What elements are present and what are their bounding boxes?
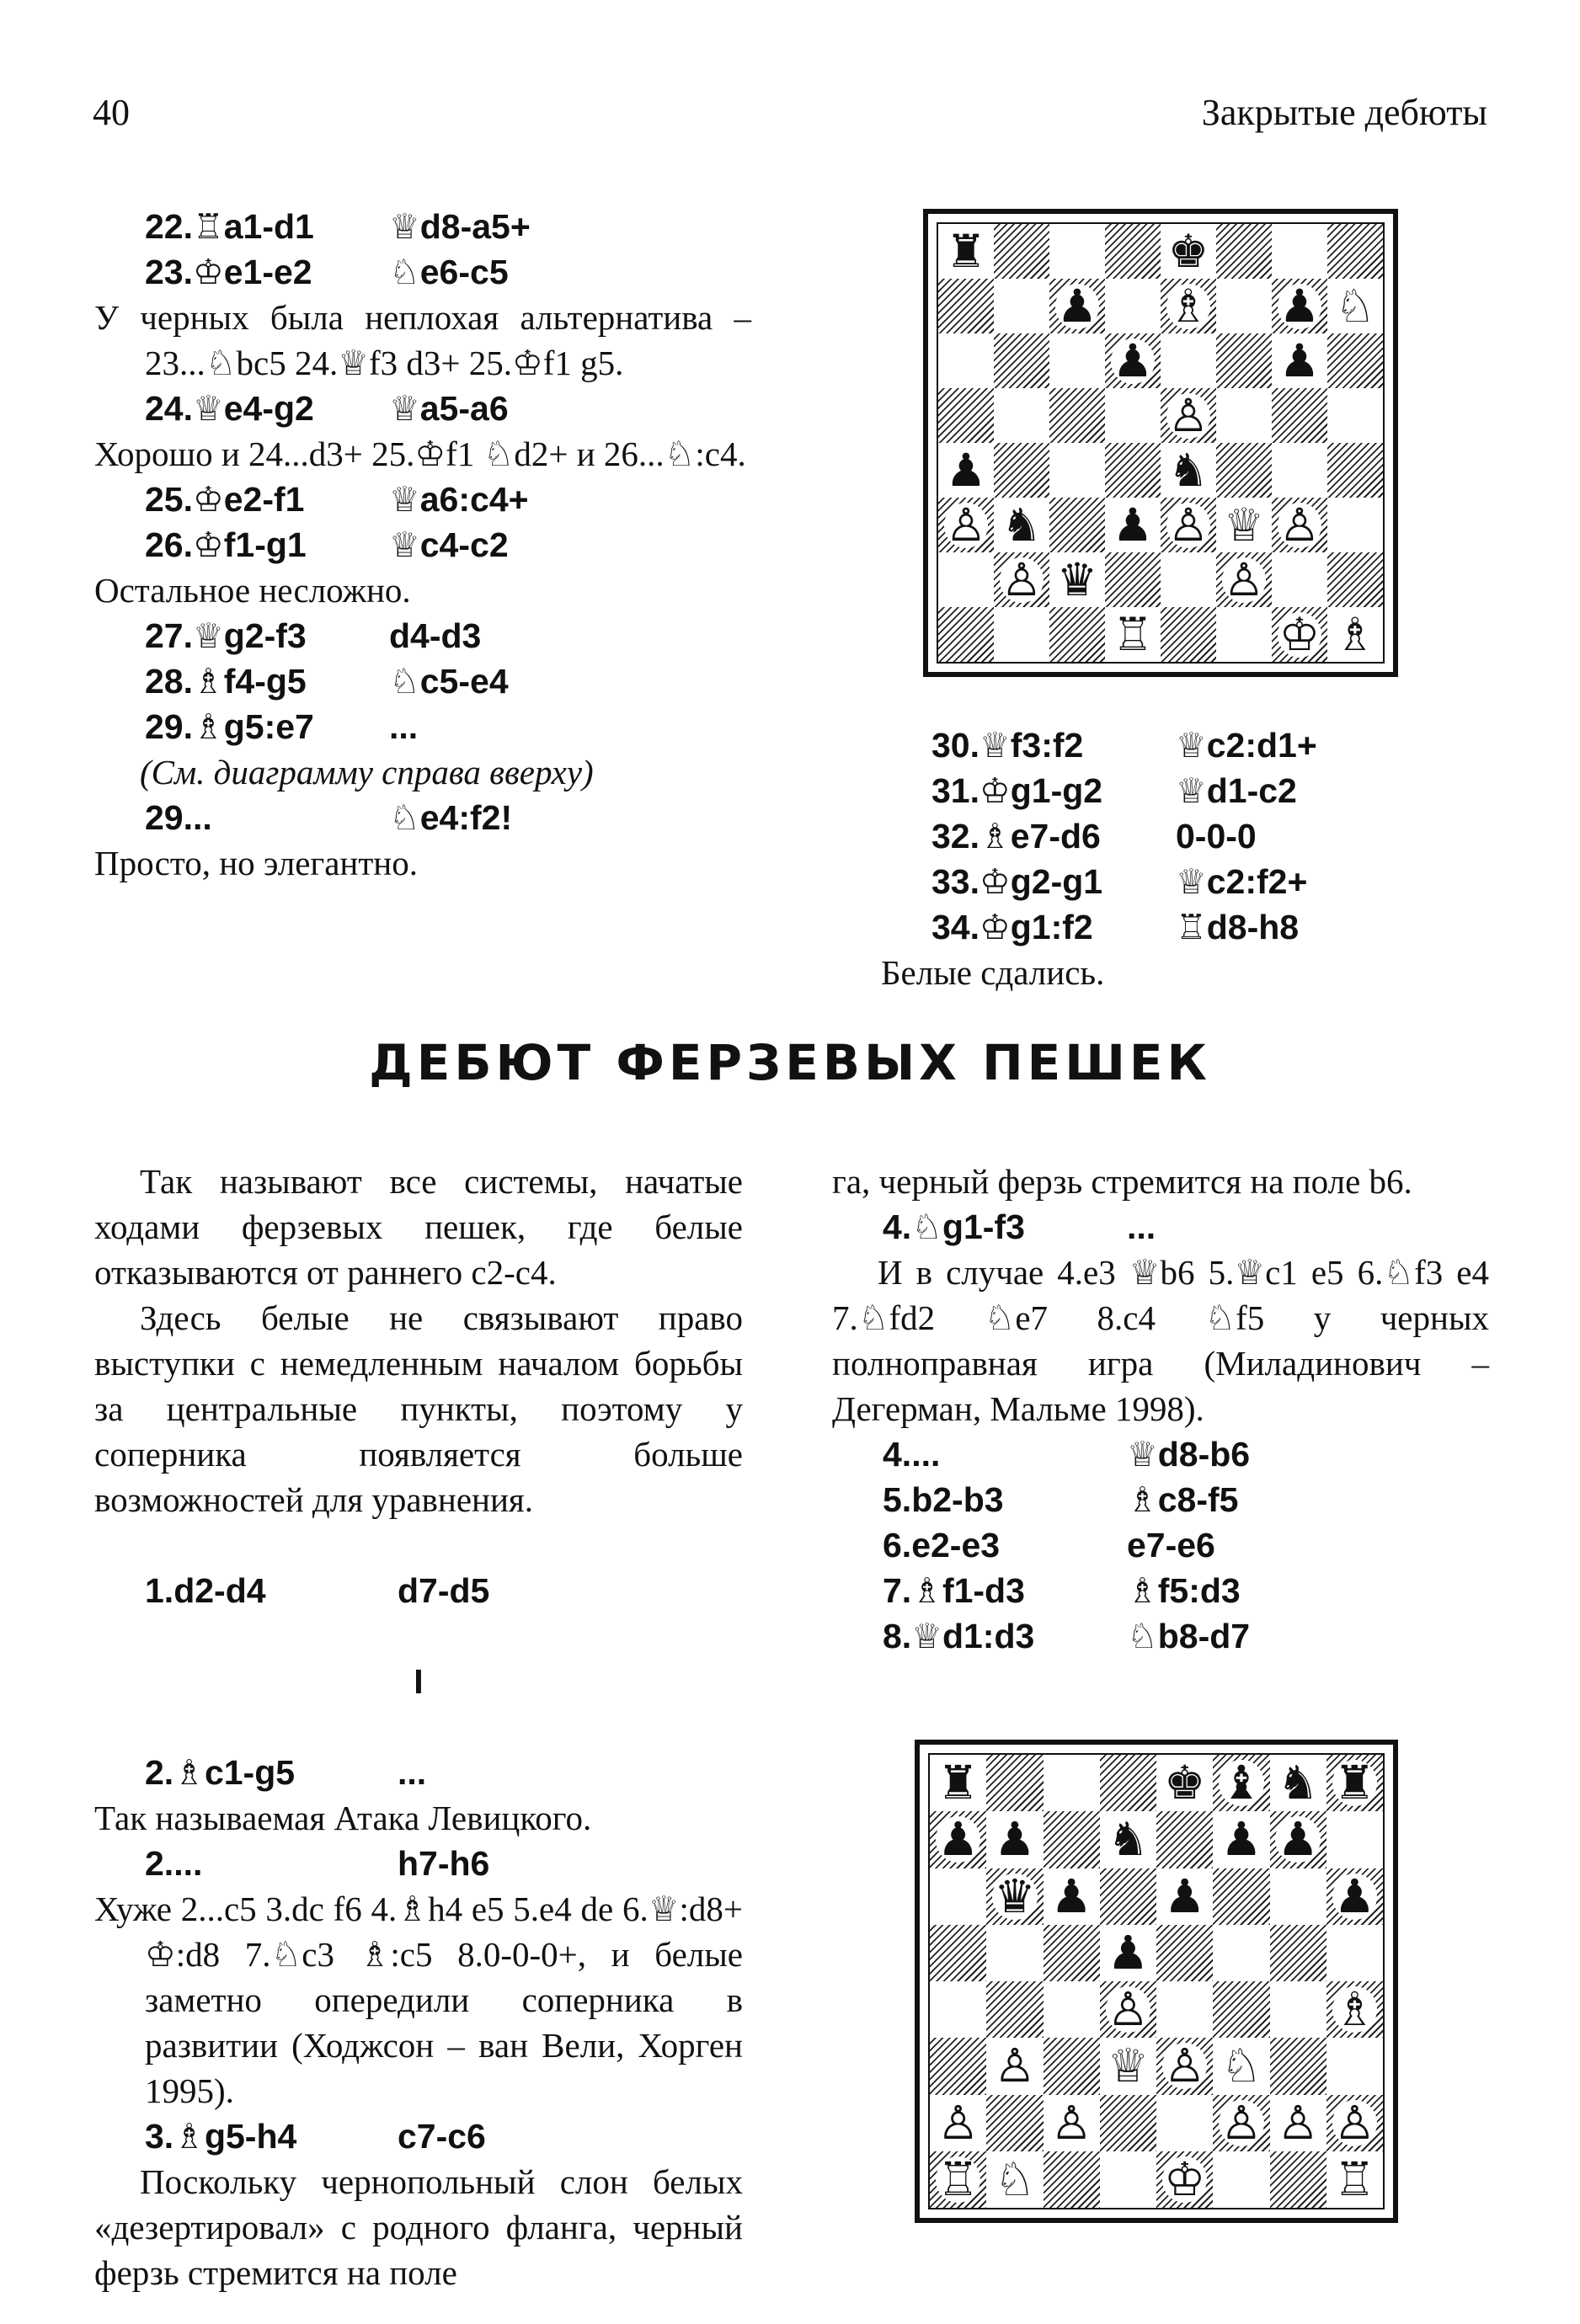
black-pawn-icon: ♟: [1050, 1868, 1092, 1923]
square: [1044, 2151, 1100, 2208]
square: [1100, 1755, 1156, 1811]
square: [1105, 552, 1161, 607]
square: [1156, 2151, 1213, 2208]
square: [1105, 388, 1161, 443]
black-move: ♕c2:f2+: [1176, 862, 1308, 901]
white-move: 22.♖a1-d1: [145, 207, 314, 246]
square: [986, 2151, 1043, 2208]
black-pawn-icon: ♟: [1278, 333, 1321, 387]
white-queen-icon: ♕: [1223, 498, 1265, 552]
black-king-icon: ♚: [1167, 224, 1209, 278]
move-line: [94, 386, 751, 431]
black-move: ♕d8-a5+: [389, 207, 531, 246]
square: [1272, 552, 1327, 607]
move-line: [881, 813, 1403, 859]
square: [1213, 1981, 1269, 2038]
page-number: 40: [93, 92, 130, 133]
white-bishop-icon: ♗: [1334, 607, 1376, 661]
square: [1049, 224, 1105, 279]
black-move: d7-d5: [398, 1571, 490, 1610]
black-move: h7-h6: [398, 1844, 490, 1883]
paragraph-continued: га, черный ферзь стремится на поле b6.: [832, 1162, 1412, 1201]
square: [1100, 2038, 1156, 2094]
spacer: [94, 1704, 743, 1750]
square: [1049, 498, 1105, 552]
square: [1270, 1868, 1326, 1925]
square: [994, 443, 1049, 498]
square: [1272, 498, 1327, 552]
white-pawn-icon: ♙: [994, 2039, 1036, 2093]
paragraph: И в случае 4.e3 ♕b6 5.♕c1 e5 6.♘f3 e4 7.♘fd2 ♘e7 8.c4 ♘f5 у черных полноправная игра (Миладинович – Дегерман, Мальме 1998).: [832, 1253, 1489, 1428]
square: [1216, 388, 1272, 443]
white-queen-icon: ♕: [1107, 2039, 1150, 2093]
square: [1272, 388, 1327, 443]
white-pawn-icon: ♙: [1167, 388, 1209, 442]
black-move: ♗c8-f5: [1127, 1480, 1239, 1519]
white-bishop-icon: ♗: [1167, 279, 1209, 333]
square: [986, 2038, 1043, 2094]
annotation: Просто, но элегантно.: [94, 844, 418, 882]
square: [1049, 607, 1105, 662]
black-move: ...: [1127, 1207, 1156, 1246]
square: [930, 1981, 986, 2038]
white-rook-icon: ♖: [1112, 607, 1154, 661]
black-knight-icon: ♞: [1277, 1756, 1319, 1810]
square: [930, 1755, 986, 1811]
paragraph: Здесь белые не связывают право выступки с немедленным началом борьбы за центральные пункты, поэтому у соперника появляется больше возможностей для уравнения.: [94, 1298, 743, 1519]
square: [1213, 2038, 1269, 2094]
square: [1326, 1981, 1383, 2038]
square: [1105, 333, 1161, 388]
variation-mark: I: [414, 1662, 424, 1701]
square: [994, 333, 1049, 388]
black-pawn-icon: ♟: [937, 1812, 979, 1867]
square: [1049, 552, 1105, 607]
white-king-icon: ♔: [1278, 607, 1321, 661]
white-knight-icon: ♘: [994, 2151, 1036, 2206]
page-header: [93, 91, 1487, 141]
black-knight-icon: ♞: [1167, 443, 1209, 497]
black-move: ♘e4:f2!: [389, 798, 513, 837]
square: [1272, 279, 1327, 333]
square: [986, 2095, 1043, 2151]
square: [1044, 1981, 1100, 2038]
square: [1213, 2095, 1269, 2151]
square: [1161, 388, 1216, 443]
spacer: [94, 1522, 743, 1568]
square: [1049, 443, 1105, 498]
square: [994, 279, 1049, 333]
square: [1161, 552, 1216, 607]
square: [1270, 1755, 1326, 1811]
square: [1327, 224, 1383, 279]
white-move: 4....: [883, 1435, 941, 1474]
square: [1270, 2095, 1326, 2151]
white-pawn-icon: ♙: [1277, 2095, 1319, 2150]
square: [930, 2151, 986, 2208]
move-line: [881, 859, 1403, 904]
white-pawn-icon: ♙: [945, 498, 987, 552]
black-queen-icon: ♛: [994, 1868, 1036, 1923]
white-move: 6.e2-e3: [883, 1526, 1001, 1564]
square: [1270, 1981, 1326, 2038]
annotation: Хуже 2...c5 3.dc f6 4.♗h4 e5 5.e4 de 6.♕:d8+ ♔:d8 7.♘c3 ♗:c5 8.0-0-0+, и белые заметно опередили соперника в развитии (Ходжсон – ван Вели, Хорген 1995).: [94, 1890, 743, 2110]
bottom-right-column: [832, 1159, 1489, 1659]
square: [1049, 333, 1105, 388]
square: [1156, 1981, 1213, 2038]
white-move: 7.♗f1-d3: [883, 1571, 1025, 1610]
square: [1327, 279, 1383, 333]
square: [1216, 333, 1272, 388]
black-king-icon: ♚: [1163, 1756, 1206, 1810]
white-pawn-icon: ♙: [1050, 2095, 1092, 2150]
square: [1326, 1925, 1383, 1981]
white-move: 24.♕e4-g2: [145, 389, 314, 428]
square: [1044, 2038, 1100, 2094]
white-move: 28.♗f4-g5: [145, 662, 307, 701]
paragraph: Так называют все системы, начатые ходами ферзевых пешек, где белые отказываются от раннего c2-c4.: [94, 1162, 743, 1292]
white-pawn-icon: ♙: [1223, 552, 1265, 606]
square: [1272, 443, 1327, 498]
square: [1049, 388, 1105, 443]
black-bishop-icon: ♝: [1220, 1756, 1262, 1810]
white-move: 27.♕g2-f3: [145, 616, 307, 655]
white-knight-icon: ♘: [1334, 279, 1376, 333]
square: [1105, 279, 1161, 333]
white-move: 30.♕f3:f2: [931, 726, 1084, 765]
square: [1156, 2095, 1213, 2151]
square: [1213, 1868, 1269, 1925]
square: [1216, 607, 1272, 662]
square: [1156, 1868, 1213, 1925]
black-pawn-icon: ♟: [994, 1812, 1036, 1867]
white-pawn-icon: ♙: [1001, 552, 1043, 606]
square: [930, 1925, 986, 1981]
square: [994, 552, 1049, 607]
square: [986, 1755, 1043, 1811]
square: [1044, 1811, 1100, 1868]
move-line: [94, 795, 751, 840]
black-rook-icon: ♜: [1333, 1756, 1376, 1810]
diagram-reference: (См. диаграмму справа вверху): [140, 753, 594, 792]
move-line: [94, 658, 751, 704]
square: [994, 607, 1049, 662]
black-move: ♕d8-b6: [1127, 1435, 1251, 1474]
square: [1326, 1755, 1383, 1811]
black-move: ♗f5:d3: [1127, 1571, 1241, 1610]
black-pawn-icon: ♟: [1112, 333, 1154, 387]
move-line: [832, 1431, 1489, 1477]
square: [1161, 224, 1216, 279]
black-move: ...: [398, 1753, 427, 1792]
annotation: У черных была неплохая альтернатива – 23...♘bc5 24.♕f3 d3+ 25.♔f1 g5.: [94, 298, 751, 382]
move-line: [94, 704, 751, 749]
square: [986, 1811, 1043, 1868]
move-line: [881, 768, 1403, 813]
black-pawn-icon: ♟: [1112, 498, 1154, 552]
square: [1326, 2038, 1383, 2094]
white-pawn-icon: ♙: [1278, 498, 1321, 552]
move-line: [94, 2113, 743, 2159]
square: [1044, 1755, 1100, 1811]
annotation: Остальное несложно.: [94, 571, 411, 610]
move-line: [94, 204, 751, 249]
move-line: [94, 1750, 743, 1795]
black-pawn-icon: ♟: [1277, 1812, 1319, 1867]
white-king-icon: ♔: [1163, 2151, 1206, 2206]
square: [1270, 2151, 1326, 2208]
square: [1161, 607, 1216, 662]
move-line: [94, 613, 751, 658]
white-move: 25.♔e2-f1: [145, 480, 305, 519]
square: [1156, 2038, 1213, 2094]
square: [1105, 607, 1161, 662]
white-pawn-icon: ♙: [1333, 2095, 1376, 2150]
square: [1327, 607, 1383, 662]
square: [1100, 1811, 1156, 1868]
square: [1216, 552, 1272, 607]
move-line: [94, 477, 751, 522]
square: [1327, 388, 1383, 443]
move-line: [94, 1568, 743, 1613]
square: [1044, 2095, 1100, 2151]
square: [1216, 498, 1272, 552]
square: [930, 2038, 986, 2094]
black-move: ♕c4-c2: [389, 525, 509, 564]
square: [986, 1925, 1043, 1981]
square: [1327, 333, 1383, 388]
square: [1100, 1925, 1156, 1981]
top-left-column: [94, 204, 751, 886]
square: [986, 1868, 1043, 1925]
black-move: ♕a5-a6: [389, 389, 509, 428]
square: [1156, 1755, 1213, 1811]
square: [1326, 2151, 1383, 2208]
white-pawn-icon: ♙: [937, 2095, 979, 2150]
square: [938, 279, 994, 333]
square: [1270, 1925, 1326, 1981]
square: [938, 224, 994, 279]
white-move: 4.♘g1-f3: [883, 1207, 1025, 1246]
black-rook-icon: ♜: [937, 1756, 979, 1810]
square: [1326, 1868, 1383, 1925]
square: [1327, 443, 1383, 498]
square: [994, 388, 1049, 443]
square: [938, 607, 994, 662]
square: [1161, 333, 1216, 388]
square: [1327, 498, 1383, 552]
square: [1216, 279, 1272, 333]
square: [1100, 2151, 1156, 2208]
black-pawn-icon: ♟: [1163, 1868, 1206, 1923]
move-line: [832, 1613, 1489, 1659]
move-line: [881, 722, 1403, 768]
white-bishop-icon: ♗: [1333, 1982, 1376, 2037]
white-move: 23.♔e1-e2: [145, 253, 312, 291]
black-knight-icon: ♞: [1001, 498, 1043, 552]
square: [938, 552, 994, 607]
white-move: 29...: [145, 798, 212, 837]
annotation: Хорошо и 24...d3+ 25.♔f1 ♘d2+ и 26...♘:c4.: [94, 434, 746, 473]
square: [1105, 443, 1161, 498]
annotation: Так называемая Атака Левицкого.: [94, 1799, 592, 1837]
move-line: [832, 1477, 1489, 1522]
white-pawn-icon: ♙: [1163, 2039, 1206, 2093]
annotation: Белые сдались.: [881, 953, 1105, 992]
square: [1105, 224, 1161, 279]
white-pawn-icon: ♙: [1167, 498, 1209, 552]
square: [1100, 1981, 1156, 2038]
white-move: 1.d2-d4: [145, 1571, 266, 1610]
move-line: [94, 249, 751, 295]
black-pawn-icon: ♟: [1056, 279, 1098, 333]
square: [1100, 2095, 1156, 2151]
black-knight-icon: ♞: [1107, 1812, 1150, 1867]
black-move: ♘b8-d7: [1127, 1617, 1251, 1655]
white-move: 31.♔g1-g2: [931, 771, 1103, 810]
square: [1213, 2151, 1269, 2208]
square: [1216, 443, 1272, 498]
square: [1100, 1868, 1156, 1925]
square: [1044, 1868, 1100, 1925]
square: [1216, 224, 1272, 279]
square: [938, 388, 994, 443]
black-move: ♕c2:d1+: [1176, 726, 1317, 765]
white-move: 8.♕d1:d3: [883, 1617, 1035, 1655]
square: [938, 498, 994, 552]
square: [986, 1981, 1043, 2038]
white-move: 2....: [145, 1844, 203, 1883]
black-move: ♕d1-c2: [1176, 771, 1297, 810]
black-pawn-icon: ♟: [1107, 1925, 1150, 1980]
square: [938, 333, 994, 388]
white-move: 33.♔g2-g1: [931, 862, 1103, 901]
white-move: 29.♗g5:e7: [145, 707, 314, 746]
black-move: ...: [389, 707, 419, 746]
section-title: ДЕБЮТ ФЕРЗЕВЫХ ПЕШЕК: [369, 1034, 1211, 1091]
square: [1272, 224, 1327, 279]
move-line: [881, 904, 1403, 950]
white-pawn-icon: ♙: [1107, 1982, 1150, 2037]
move-line: [94, 522, 751, 568]
black-move: ♕a6:c4+: [389, 480, 529, 519]
square: [1213, 1755, 1269, 1811]
white-move: 32.♗e7-d6: [931, 817, 1101, 856]
white-move: 5.b2-b3: [883, 1480, 1004, 1519]
square: [1161, 443, 1216, 498]
black-move: d4-d3: [389, 616, 482, 655]
square: [930, 2095, 986, 2151]
black-pawn-icon: ♟: [1220, 1812, 1262, 1867]
white-move: 34.♔g1:f2: [931, 908, 1093, 946]
black-move: ♘e6-c5: [389, 253, 509, 291]
black-move: ♖d8-h8: [1176, 908, 1300, 946]
square: [1326, 1811, 1383, 1868]
black-move: 0-0-0: [1176, 817, 1257, 856]
top-right-column: [881, 722, 1403, 995]
black-move: c7-c6: [398, 2117, 486, 2156]
square: [1161, 498, 1216, 552]
square: [994, 224, 1049, 279]
square: [1105, 498, 1161, 552]
square: [1270, 1811, 1326, 1868]
white-pawn-icon: ♙: [1220, 2095, 1262, 2150]
diagram-top: [923, 209, 1398, 677]
black-pawn-icon: ♟: [1278, 279, 1321, 333]
black-move: ♘c5-e4: [389, 662, 509, 701]
square: [1326, 2095, 1383, 2151]
white-rook-icon: ♖: [937, 2151, 979, 2206]
black-move: e7-e6: [1127, 1526, 1215, 1564]
running-title: Закрытые дебюты: [1201, 92, 1487, 133]
move-line: [832, 1568, 1489, 1613]
square: [1161, 279, 1216, 333]
move-line: [94, 1841, 743, 1886]
square: [1270, 2038, 1326, 2094]
square: [1213, 1925, 1269, 1981]
move-line: [832, 1522, 1489, 1568]
square: [930, 1811, 986, 1868]
paragraph: Поскольку чернопольный слон белых «дезертировал» с родного фланга, черный ферзь стремится на поле: [94, 2162, 743, 2292]
black-pawn-icon: ♟: [945, 443, 987, 497]
white-rook-icon: ♖: [1333, 2151, 1376, 2206]
square: [938, 443, 994, 498]
square: [994, 498, 1049, 552]
square: [1213, 1811, 1269, 1868]
square: [1272, 333, 1327, 388]
black-pawn-icon: ♟: [1333, 1868, 1376, 1923]
square: [930, 1868, 986, 1925]
square: [1049, 279, 1105, 333]
diagram-bottom: [915, 1740, 1398, 2223]
square: [1156, 1811, 1213, 1868]
bottom-left-column: [94, 1159, 743, 2295]
square: [1272, 607, 1327, 662]
move-line: [832, 1204, 1489, 1250]
white-move: 2.♗c1-g5: [145, 1753, 296, 1792]
square: [1327, 552, 1383, 607]
black-queen-icon: ♛: [1056, 552, 1098, 606]
white-move: 3.♗g5-h4: [145, 2117, 297, 2156]
spacer: [94, 1613, 743, 1659]
black-rook-icon: ♜: [945, 224, 987, 278]
white-knight-icon: ♘: [1220, 2039, 1262, 2093]
square: [1156, 1925, 1213, 1981]
white-move: 26.♔f1-g1: [145, 525, 307, 564]
square: [1044, 1925, 1100, 1981]
